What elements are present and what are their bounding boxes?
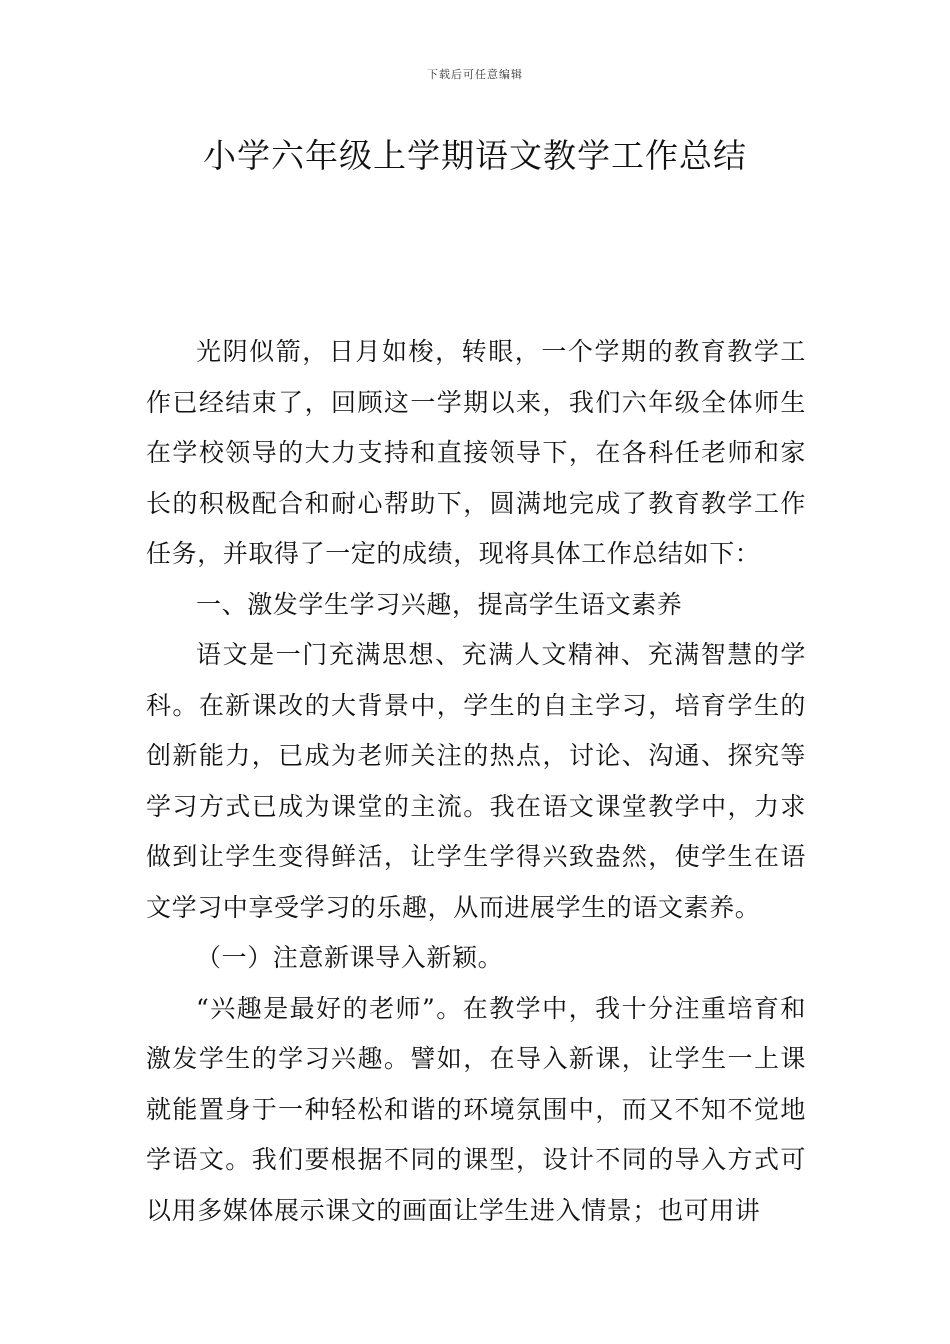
subsection-heading-1: （一）注意新课导入新颖。 xyxy=(196,943,504,972)
paragraph-section-1: 语文是一门充满思想、充满人文精神、充满智慧的学科。在新课改的大背景中，学生的自主学习，培育学生的创新能力，已成为老师关注的热点，讨论、沟通、探究等学习方式已成为课堂的主流。我在语文课堂教学中，力求做到让学生变得鲜活，让学生学得兴致盎然，使学生在语文学习中享受学习的乐趣，从而进展学生的语文素养。 xyxy=(146,640,806,922)
document-title: 小学六年级上学期语文教学工作总结 xyxy=(203,136,747,175)
paragraph-intro: 光阴似箭，日月如梭，转眼，一个学期的教育教学工作已经结束了，回顾这一学期以来，我们六年级全体师生在学校领导的大力支持和直接领导下，在各科任老师和家长的积极配合和耐心帮助下，圆满地完成了教育教学工作任务，并取得了一定的成绩，现将具体工作总结如下： xyxy=(146,337,806,568)
header-note: 下载后可任意编辑 xyxy=(427,68,523,81)
document-body xyxy=(146,327,806,1236)
paragraph-subsection-1: “兴趣是最好的老师”。在教学中，我十分注重培育和激发学生的学习兴趣。譬如，在导入新课，让学生一上课就能置身于一种轻松和谐的环境氛围中，而又不知不觉地学语文。我们要根据不同的课型，设计不同的导入方式可以用多媒体展示课文的画面让学生进入情景；也可用讲 xyxy=(146,993,806,1225)
section-heading-1: 一、激发学生学习兴趣，提高学生语文素养 xyxy=(196,589,683,619)
